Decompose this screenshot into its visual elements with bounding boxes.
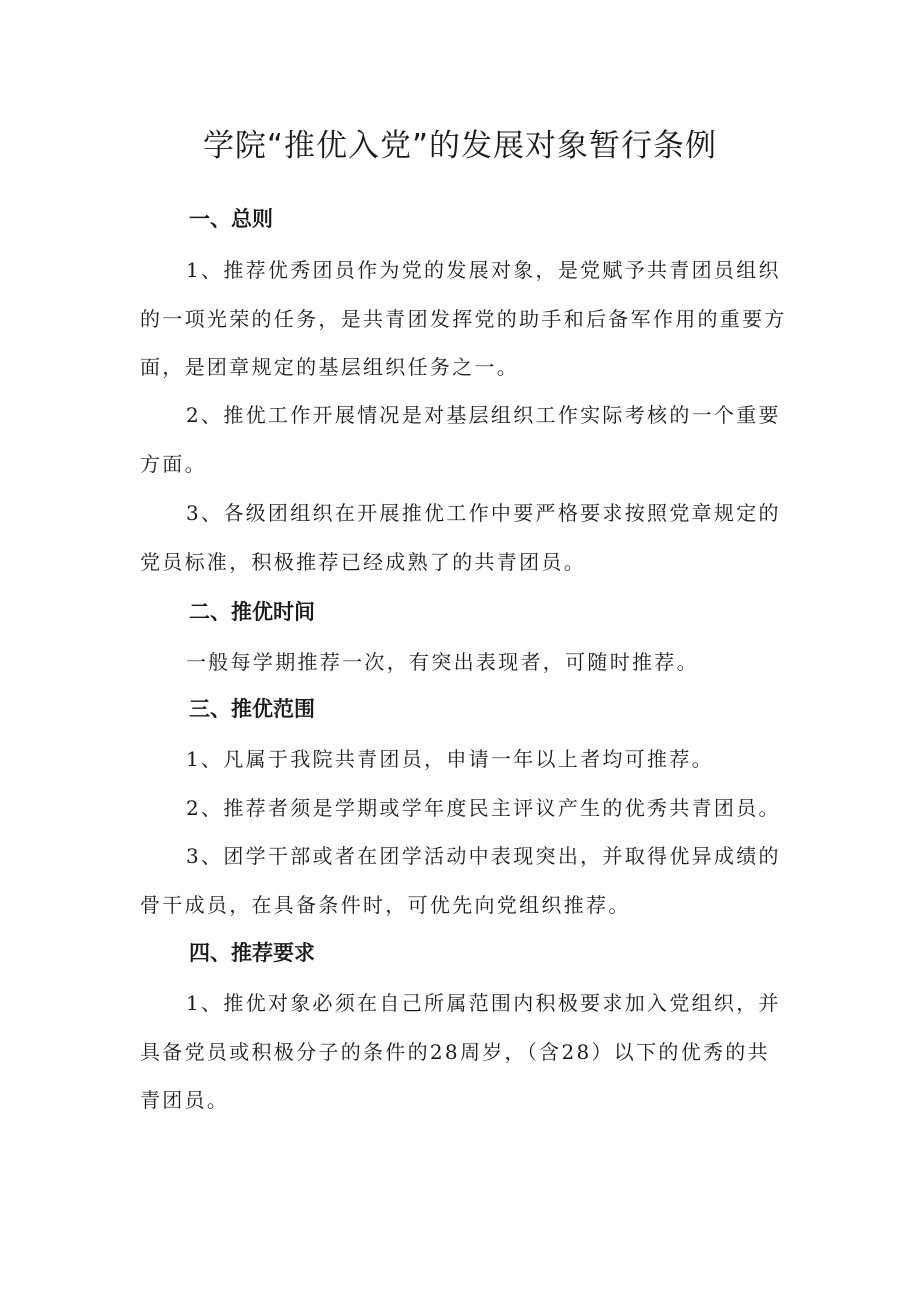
section-heading-requirements: 四、推荐要求 xyxy=(189,941,315,965)
section-heading-general: 一、总则 xyxy=(189,207,273,231)
section-heading-scope: 三、推优范围 xyxy=(189,697,315,721)
paragraph-scope-3: 3、团学干部或者在团学活动中表现突出，并取得优异成绩的骨干成员，在具备条件时，可优先向党组织推荐。 xyxy=(140,844,781,917)
paragraph-general-3: 3、各级团组织在开展推优工作中要严格要求按照党章规定的党员标准，积极推荐已经成熟了的共青团员。 xyxy=(140,501,781,574)
document-title: 学院“推优入党”的发展对象暂行条例 xyxy=(202,128,718,164)
paragraph-requirements-1: 1、推优对象必须在自己所属范围内积极要求加入党组织，并具备党员或积极分子的条件的28周岁，（含28）以下的优秀的共青团员。 xyxy=(140,991,781,1113)
paragraph-scope-2: 2、推荐者须是学期或学年度民主评议产生的优秀共青团员。 xyxy=(186,796,781,820)
paragraph-general-2: 2、推优工作开展情况是对基层组织工作实际考核的一个重要方面。 xyxy=(140,403,781,476)
paragraph-timing-1: 一般每学期推荐一次，有突出表现者，可随时推荐。 xyxy=(186,650,699,674)
paragraph-scope-1: 1、凡属于我院共青团员，申请一年以上者均可推荐。 xyxy=(186,747,714,771)
paragraph-general-1: 1、推荐优秀团员作为党的发展对象，是党赋予共青团员组织的一项光荣的任务，是共青团发挥党的助手和后备军作用的重要方面，是团章规定的基层组织任务之一。 xyxy=(140,258,787,380)
section-heading-timing: 二、推优时间 xyxy=(189,600,315,624)
